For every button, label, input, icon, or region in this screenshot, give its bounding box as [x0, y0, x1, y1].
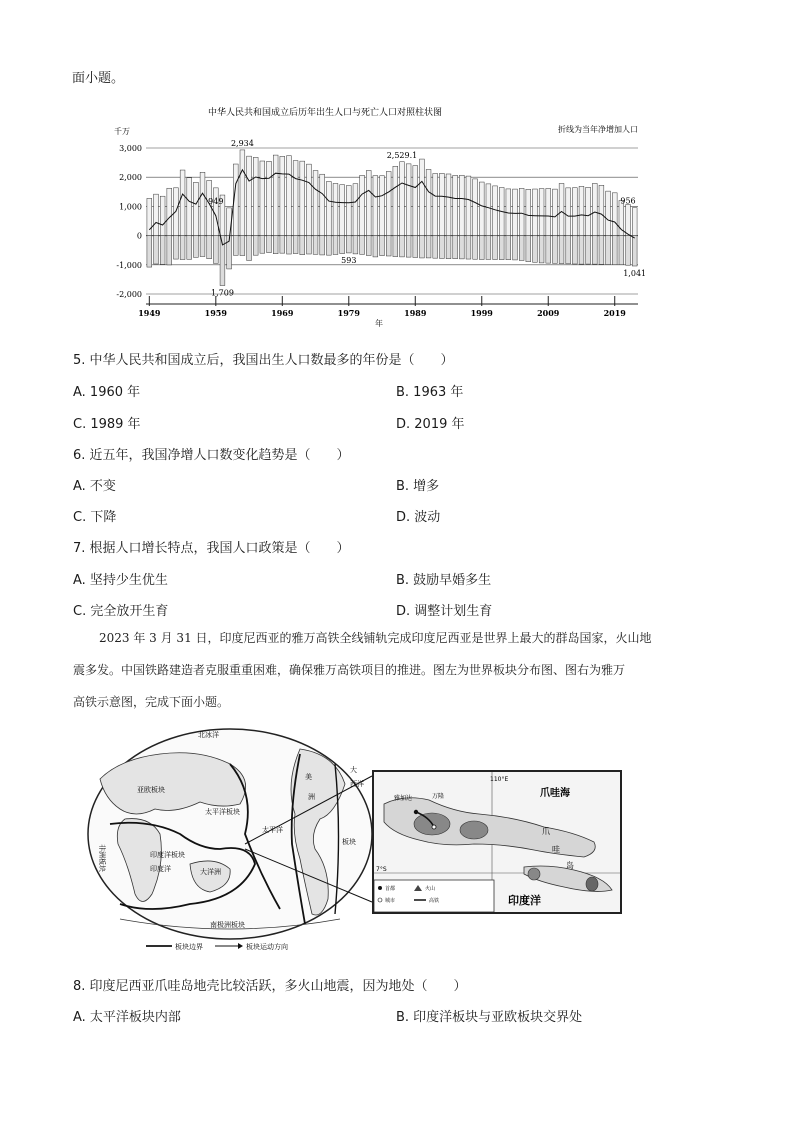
bar-deaths — [426, 236, 431, 258]
label-indian-plate: 印度洋板块 — [150, 851, 185, 859]
bar-births — [247, 156, 252, 235]
bar-births — [479, 182, 484, 236]
java-inset-map — [372, 770, 622, 914]
bar-births — [592, 183, 597, 235]
bar-deaths — [247, 236, 252, 261]
bar-deaths — [187, 236, 192, 260]
bar-deaths — [393, 236, 398, 257]
bar-deaths — [466, 236, 471, 259]
legend-arrow-head — [238, 943, 243, 949]
label-eurasia: 亚欧板块 — [137, 786, 165, 794]
population-chart-svg — [110, 100, 650, 330]
x-tick-label: 1999 — [470, 308, 493, 318]
bar-births — [519, 188, 524, 235]
inset-legend-box — [374, 880, 494, 912]
bar-births — [572, 188, 577, 236]
label-indian-ocean: 印度洋 — [150, 865, 171, 873]
terrain-highland-far-east — [586, 877, 598, 891]
legend-city: 城市 — [385, 898, 396, 904]
bar-deaths — [619, 236, 624, 265]
passage — [73, 622, 733, 718]
bar-births — [360, 175, 365, 235]
chart-title: 中华人民共和国成立后历年出生人口与死亡人口对照柱状图 — [207, 108, 443, 118]
bar-births — [566, 188, 571, 236]
label-america-3: 洲 — [308, 793, 315, 801]
bar-births — [300, 161, 305, 235]
bar-births — [280, 156, 285, 235]
x-tick-label: 2009 — [537, 308, 560, 318]
label-antarctic: 南极洲板块 — [210, 921, 245, 929]
bar-births — [160, 196, 165, 235]
bar-deaths — [566, 236, 571, 264]
bar-births — [386, 171, 391, 235]
bar-deaths — [267, 236, 272, 253]
bar-deaths — [320, 236, 325, 255]
bar-deaths — [552, 236, 557, 264]
label-america-4: 板块 — [342, 838, 356, 846]
q6-option-d: D. 波动 — [396, 510, 441, 525]
label-indian-ocean-inset: 印度洋 — [508, 894, 541, 907]
q7-stem: 7. 根据人口增长特点，我国人口政策是（ ） — [73, 541, 350, 556]
bar-births — [313, 171, 318, 236]
q7-option-d: D. 调整计划生育 — [396, 604, 493, 619]
bar-births — [340, 185, 345, 236]
bar-deaths — [413, 236, 418, 258]
q6-option-b: B. 增多 — [396, 479, 440, 494]
y-tick-label: -1,000 — [116, 260, 142, 270]
bar-deaths — [346, 236, 351, 253]
legend-boundary-label: 板块边界 — [175, 943, 203, 951]
label-java-1: 爪 — [542, 827, 550, 836]
bar-births — [187, 178, 192, 236]
q7-option-c: C. 完全放开生育 — [73, 604, 169, 619]
q5-stem: 5. 中华人民共和国成立后，我国出生人口数最多的年份是（ ） — [73, 353, 454, 368]
x-tick-label: 1969 — [271, 308, 294, 318]
bar-deaths — [287, 236, 292, 254]
bar-deaths — [486, 236, 491, 260]
bar-deaths — [160, 236, 165, 265]
bar-births — [552, 189, 557, 235]
population-chart — [110, 100, 650, 330]
passage-line-2: 震多发。中国铁路建造者克服重重困难，确保雅万高铁项目的推进。图左为世界板块分布图、图右为雅万 — [73, 663, 626, 677]
bar-births — [632, 208, 637, 236]
q6-option-c: C. 下降 — [73, 510, 117, 525]
data-label: 949 — [208, 196, 224, 206]
label-pacific: 太平洋 — [262, 826, 283, 834]
jakarta-marker — [414, 810, 418, 814]
q5-option-d: D. 2019 年 — [396, 417, 465, 432]
label-africa — [98, 844, 107, 872]
passage-line-1: 2023 年 3 月 31 日，印度尼西亚的雅万高铁全线铺轨完成印度尼西亚是世界上最大的群岛国家，火山地 — [99, 631, 652, 645]
bar-deaths — [360, 236, 365, 255]
bar-deaths — [366, 236, 371, 256]
bar-births — [446, 174, 451, 236]
bar-deaths — [559, 236, 564, 264]
label-7s: 7°S — [376, 866, 387, 873]
bar-births — [346, 186, 351, 236]
y-tick-label: -2,000 — [116, 290, 142, 299]
bar-births — [526, 189, 531, 235]
bar-deaths — [453, 236, 458, 259]
bar-births — [406, 164, 411, 236]
bar-births — [513, 189, 518, 236]
x-tick-label: 2019 — [603, 308, 626, 318]
bar-deaths — [260, 236, 265, 254]
y-tick-label: 2,000 — [119, 173, 142, 183]
bar-deaths — [579, 236, 584, 265]
q5-option-b: B. 1963 年 — [396, 385, 464, 400]
bar-deaths — [253, 236, 258, 256]
bar-deaths — [154, 236, 159, 264]
q7-option-a: A. 坚持少生优生 — [73, 573, 168, 588]
bar-deaths — [433, 236, 438, 259]
legend-city-icon — [378, 898, 382, 902]
q6-stem: 6. 近五年，我国净增人口数变化趋势是（ ） — [73, 448, 350, 463]
intro-fragment: 面小题。 — [72, 71, 125, 86]
bar-deaths — [240, 236, 245, 256]
label-java-3: 岛 — [566, 861, 574, 870]
bar-births — [207, 180, 212, 235]
bar-deaths — [213, 236, 218, 264]
q8-stem: 8. 印度尼西亚爪哇岛地壳比较活跃，多火山地震，因为地处（ ） — [73, 979, 467, 994]
x-axis-label: 年 — [375, 319, 383, 328]
bar-deaths — [592, 236, 597, 265]
bar-births — [433, 174, 438, 236]
data-label: 1,709 — [211, 288, 234, 298]
bar-deaths — [386, 236, 391, 256]
y-tick-label: 1,000 — [119, 202, 142, 212]
x-tick-label: 1989 — [404, 308, 427, 318]
bar-deaths — [193, 236, 198, 258]
bar-births — [260, 161, 265, 236]
y-tick-label: 3,000 — [119, 144, 142, 153]
q8-option-b: B. 印度洋板块与亚欧板块交界处 — [396, 1010, 583, 1025]
bar-deaths — [233, 236, 238, 256]
bar-births — [253, 157, 258, 235]
bar-births — [147, 198, 152, 235]
bar-deaths — [439, 236, 444, 259]
bar-births — [320, 174, 325, 235]
bar-deaths — [313, 236, 318, 255]
bar-deaths — [300, 236, 305, 255]
bar-deaths — [147, 236, 152, 267]
bar-births — [333, 183, 338, 235]
bar-deaths — [280, 236, 285, 254]
bar-deaths — [326, 236, 331, 256]
bar-births — [579, 186, 584, 235]
label-jakarta: 雅加达 — [394, 795, 413, 802]
bar-births — [200, 172, 205, 235]
bar-deaths — [473, 236, 478, 260]
world-plate-map-svg — [80, 724, 380, 954]
label-oceania: 大洋洲 — [200, 868, 221, 876]
legend-direction-label: 板块运动方向 — [246, 943, 288, 951]
bar-deaths — [599, 236, 604, 265]
bar-deaths — [273, 236, 278, 254]
x-tick-label: 1979 — [337, 308, 360, 318]
bar-births — [180, 170, 185, 236]
bar-deaths — [200, 236, 205, 257]
bar-deaths — [506, 236, 511, 260]
y-unit-label: 千万 — [114, 127, 130, 136]
bar-births — [486, 184, 491, 236]
legend-volcano: 火山 — [425, 886, 436, 892]
bar-deaths — [632, 236, 637, 266]
x-tick-label: 1959 — [204, 308, 227, 318]
bar-deaths — [459, 236, 464, 259]
bar-deaths — [513, 236, 518, 260]
bar-births — [380, 176, 385, 236]
bar-deaths — [333, 236, 338, 255]
q5-option-c: C. 1989 年 — [73, 417, 141, 432]
bar-births — [240, 150, 245, 236]
bar-births — [459, 175, 464, 235]
label-atlantic: 西洋 — [350, 780, 364, 788]
bar-births — [413, 166, 418, 236]
q5-option-a: A. 1960 年 — [73, 385, 141, 400]
bar-births — [306, 164, 311, 235]
bar-births — [473, 179, 478, 236]
bar-deaths — [353, 236, 358, 254]
q7-option-b: B. 鼓励早婚多生 — [396, 573, 492, 588]
bar-deaths — [533, 236, 538, 263]
bar-deaths — [400, 236, 405, 257]
label-arctic: 北冰洋 — [198, 731, 219, 739]
bar-deaths — [380, 236, 385, 256]
bandung-marker — [432, 825, 436, 829]
bar-births — [193, 182, 198, 235]
bar-births — [533, 189, 538, 236]
bar-deaths — [174, 236, 179, 259]
bar-births — [453, 175, 458, 235]
bar-deaths — [180, 236, 185, 260]
bar-births — [466, 176, 471, 236]
bar-births — [559, 183, 564, 235]
bar-births — [227, 208, 232, 236]
bar-births — [293, 161, 298, 236]
label-america-2: 大 — [350, 766, 357, 774]
bar-births — [267, 161, 272, 235]
data-label: 1,041 — [623, 268, 647, 278]
q8-option-a: A. 太平洋板块内部 — [73, 1010, 181, 1025]
bar-deaths — [606, 236, 611, 265]
chart-note: 折线为当年净增加人口 — [558, 125, 638, 134]
bar-births — [154, 194, 159, 235]
bar-births — [366, 170, 371, 235]
data-label: 593 — [341, 255, 357, 265]
bar-births — [167, 188, 172, 235]
legend-capital-icon — [378, 886, 382, 890]
label-pacific-plate: 太平洋板块 — [205, 808, 240, 816]
world-plate-map — [80, 724, 380, 954]
bar-deaths — [546, 236, 551, 264]
svg-text:非洲板块: 非洲板块 — [98, 844, 106, 872]
bar-deaths — [539, 236, 544, 263]
bar-births — [393, 166, 398, 235]
bar-deaths — [406, 236, 411, 258]
label-java-sea: 爪哇海 — [540, 788, 570, 799]
bar-deaths — [626, 236, 631, 266]
bar-births — [546, 188, 551, 235]
y-tick-label: 0 — [136, 231, 142, 241]
label-america-1: 美 — [305, 773, 312, 781]
bar-deaths — [167, 236, 172, 265]
label-110e: 110°E — [490, 776, 509, 783]
label-bandung: 万隆 — [432, 793, 445, 800]
bar-deaths — [493, 236, 498, 260]
eurasia-landmass — [100, 753, 246, 814]
bar-deaths — [293, 236, 298, 254]
data-label: 2,934 — [230, 138, 254, 148]
bar-deaths — [612, 236, 617, 265]
bar-deaths — [586, 236, 591, 264]
bar-deaths — [479, 236, 484, 260]
bar-births — [287, 156, 292, 236]
data-label: 2,529.1 — [386, 150, 418, 160]
label-java-2: 哇 — [552, 845, 560, 854]
bar-births — [539, 189, 544, 236]
bar-births — [612, 193, 617, 236]
bar-births — [400, 162, 405, 236]
legend-capital: 首都 — [385, 886, 396, 892]
terrain-highland-east — [528, 868, 540, 880]
bar-births — [353, 184, 358, 236]
bar-deaths — [306, 236, 311, 254]
bar-deaths — [572, 236, 577, 264]
bar-deaths — [526, 236, 531, 262]
bar-deaths — [446, 236, 451, 259]
x-tick-label: 1949 — [138, 308, 161, 318]
bar-deaths — [499, 236, 504, 260]
bar-deaths — [340, 236, 345, 254]
bar-births — [373, 176, 378, 236]
bar-births — [273, 155, 278, 236]
passage-line-3: 高铁示意图，完成下面小题。 — [73, 695, 230, 709]
bar-deaths — [373, 236, 378, 257]
q6-option-a: A. 不变 — [73, 479, 116, 494]
bar-births — [626, 205, 631, 236]
bar-births — [420, 159, 425, 236]
bar-deaths — [519, 236, 524, 261]
bar-deaths — [420, 236, 425, 258]
bar-births — [439, 173, 444, 235]
bar-births — [493, 186, 498, 236]
bar-births — [426, 169, 431, 235]
bar-births — [586, 187, 591, 235]
terrain-highland-central — [460, 821, 488, 839]
data-label: 956 — [620, 196, 636, 206]
bar-deaths — [207, 236, 212, 259]
java-inset-map-svg — [374, 772, 620, 912]
bar-births — [599, 185, 604, 235]
legend-rail: 高铁 — [429, 898, 440, 904]
bar-births — [326, 181, 331, 235]
bar-births — [606, 191, 611, 235]
